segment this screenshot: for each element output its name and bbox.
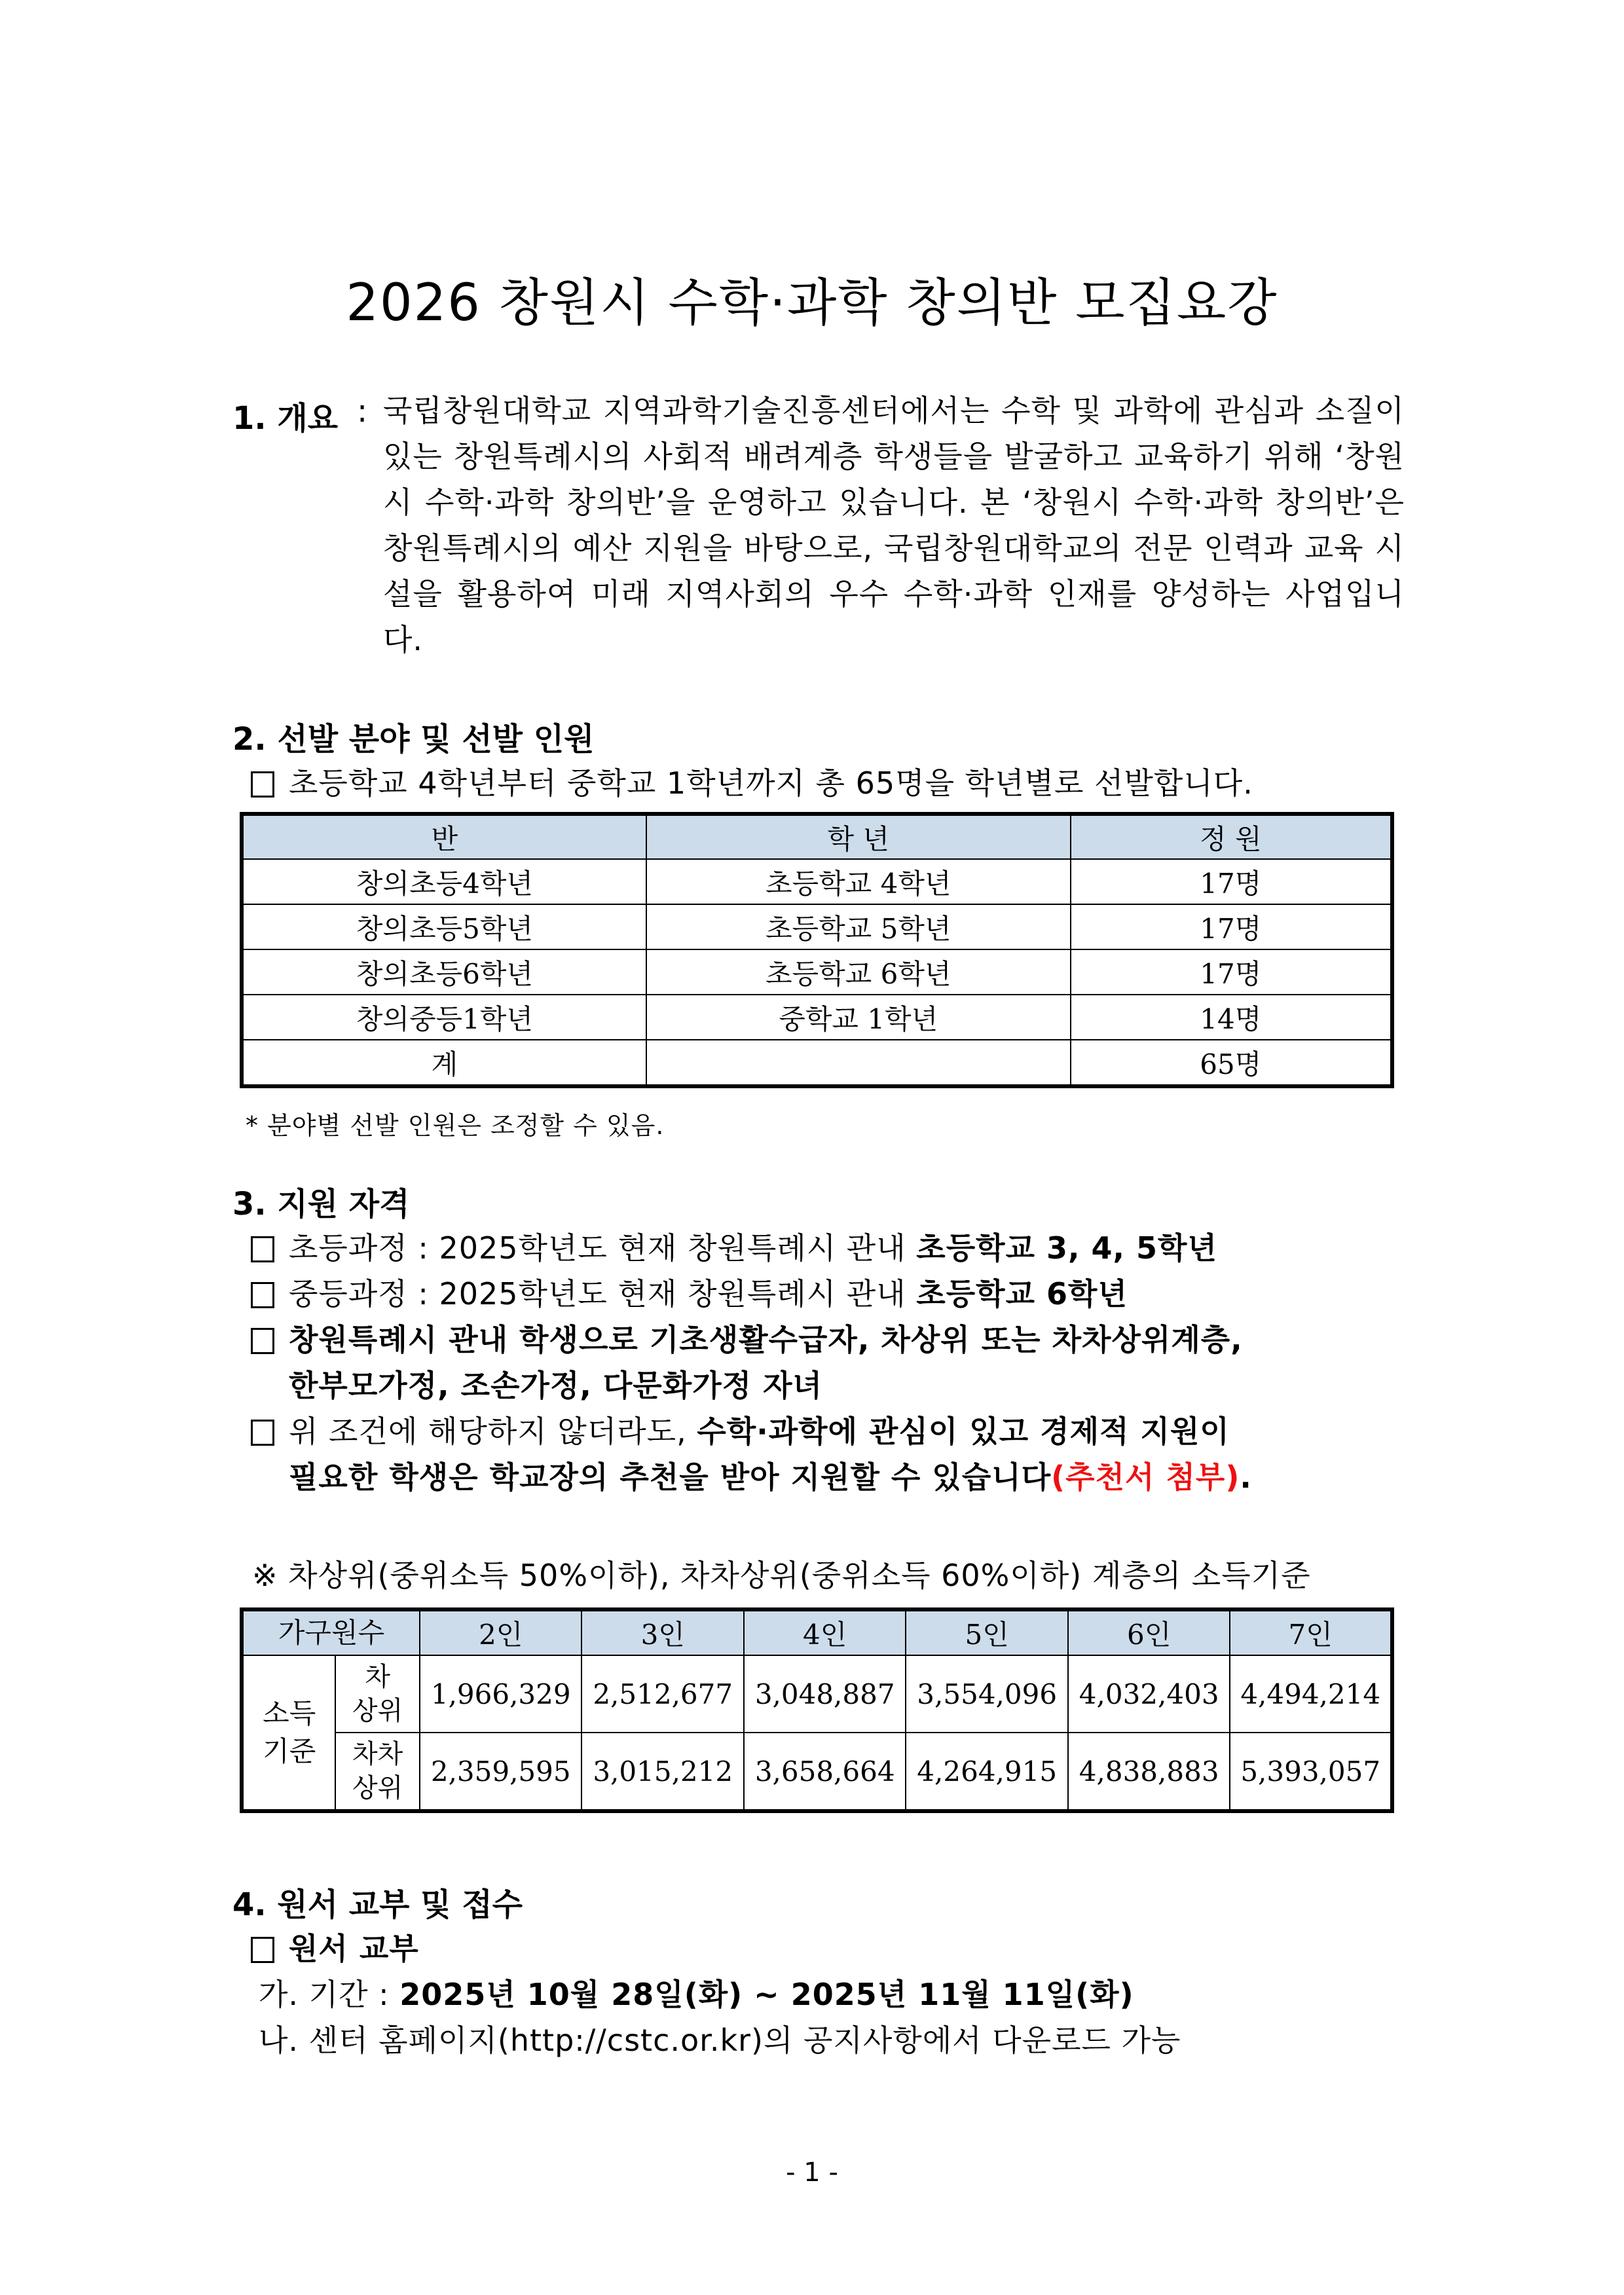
row-label-line: 상위 (352, 1773, 403, 1803)
cell-grade: 초등학교 6학년 (646, 949, 1071, 995)
quota-table-header (242, 814, 1392, 859)
cell-capacity: 14명 (1071, 995, 1392, 1040)
eligibility-text-cont (289, 1454, 1252, 1497)
download-line: 나. 센터 홈페이지(http://cstc.or.kr)의 공지사항에서 다운로드 가능 (259, 2023, 1181, 2058)
row-label-line: 차 (365, 1662, 391, 1692)
cell-class: 창의초등4학년 (242, 859, 646, 904)
table-row-total (242, 1040, 1392, 1086)
period-line (259, 1971, 1134, 2014)
checkbox-icon (251, 1420, 274, 1446)
eligibility-emphasis: 필요한 학생은 학교장의 추천을 받아 지원할 수 있습니다 (289, 1460, 1052, 1495)
table-row (242, 1733, 1392, 1811)
section2-bullet-text: 초등학교 4학년부터 중학교 1학년까지 총 65명을 학년별로 선발합니다. (289, 765, 1253, 801)
table-row (242, 1655, 1392, 1733)
income-cell: 4,494,214 (1230, 1655, 1392, 1733)
income-cell: 3,015,212 (581, 1733, 743, 1811)
income-cell: 2,512,677 (581, 1655, 743, 1733)
page-title: 2026 창원시 수학·과학 창의반 모집요강 (346, 274, 1278, 333)
checkbox-icon (251, 1937, 274, 1963)
section3-heading: 3. 지원 자격 (232, 1186, 410, 1222)
eligibility-text: 중등과정 : 2025학년도 현재 창원특례시 관내 (289, 1276, 917, 1312)
income-cell: 5,393,057 (1230, 1733, 1392, 1811)
checkbox-icon (251, 1328, 274, 1354)
income-group-label (242, 1655, 335, 1811)
checkbox-icon (251, 1282, 274, 1308)
table-row (242, 995, 1392, 1040)
page-number: - 1 - (786, 2157, 838, 2188)
header-class: 반 (242, 814, 646, 859)
overview-heading: 1. 개요 (232, 400, 339, 437)
group-label-line: 기준 (263, 1735, 316, 1767)
period: . (1240, 1460, 1252, 1495)
row-label-line: 상위 (352, 1696, 403, 1726)
recommendation-note: (추천서 첨부) (1051, 1460, 1240, 1495)
row-label-line: 차차 (352, 1739, 403, 1769)
section4-sub-text: 원서 교부 (289, 1931, 419, 1966)
eligibility-emphasis: 수학·과학에 관심이 있고 경제적 지원이 (697, 1414, 1230, 1449)
cell-grade: 초등학교 5학년 (646, 904, 1071, 949)
header-capacity: 정 원 (1071, 814, 1392, 859)
eligibility-item (251, 1270, 1128, 1313)
header-col: 7인 (1230, 1609, 1392, 1655)
income-table-header (242, 1609, 1392, 1655)
header-col: 4인 (744, 1609, 906, 1655)
cell-grade: 초등학교 4학년 (646, 859, 1071, 904)
eligibility-emphasis: 초등학교 6학년 (916, 1276, 1128, 1312)
cell-capacity: 17명 (1071, 859, 1392, 904)
cell-capacity: 65명 (1071, 1040, 1392, 1086)
overview-text: 국립창원대학교 지역과학기술진흥센터에서는 수학 및 과학에 관심과 소질이 있는 창원특례시의 사회적 배려계층 학생들을 발굴하고 교육하기 위해 ‘창원시 수학·과학 창의반’을 운영하고 있습니다. 본 ‘창원시 수학·과학 창의반’은 창원특례시의 예산 지원을 바탕으로, 국립창원대학교의 전문 인력과 교육 시설을 활용하여 미래 지역사회의 우수 수학·과학 인재를 양성하는 사업입니다. (383, 393, 1405, 657)
overview-colon: : (357, 393, 368, 430)
eligibility-item (251, 1224, 1217, 1268)
section2-bullet (251, 760, 1253, 803)
header-col: 5인 (906, 1609, 1067, 1655)
income-note: ※ 차상위(중위소득 50%이하), 차차상위(중위소득 60%이하) 계층의 소득기준 (252, 1558, 1311, 1593)
income-cell: 1,966,329 (420, 1655, 581, 1733)
income-cell: 4,838,883 (1068, 1733, 1230, 1811)
income-cell: 3,048,887 (744, 1655, 906, 1733)
income-table (240, 1607, 1394, 1813)
section4-heading: 4. 원서 교부 및 접수 (232, 1886, 523, 1923)
cell-class: 창의초등5학년 (242, 904, 646, 949)
row-label (335, 1733, 420, 1811)
cell-grade (646, 1040, 1071, 1086)
row-label (335, 1655, 420, 1733)
cell-class: 계 (242, 1040, 646, 1086)
checkbox-icon (251, 1236, 274, 1262)
quota-table (240, 812, 1394, 1088)
quota-note: * 분야별 선발 인원은 조정할 수 있음. (246, 1111, 665, 1140)
cell-grade: 중학교 1학년 (646, 995, 1071, 1040)
eligibility-text: 초등과정 : 2025학년도 현재 창원특례시 관내 (289, 1230, 917, 1266)
cell-capacity: 17명 (1071, 904, 1392, 949)
income-cell: 4,032,403 (1068, 1655, 1230, 1733)
header-col: 2인 (420, 1609, 581, 1655)
cell-class: 창의중등1학년 (242, 995, 646, 1040)
cell-class: 창의초등6학년 (242, 949, 646, 995)
header-col: 6인 (1068, 1609, 1230, 1655)
eligibility-item (251, 1408, 1230, 1451)
header-grade: 학 년 (646, 814, 1071, 859)
section4-sub (251, 1925, 419, 1968)
eligibility-text: 창원특례시 관내 학생으로 기초생활수급자, 차상위 또는 차차상위계층, (289, 1322, 1243, 1357)
header-col: 3인 (581, 1609, 743, 1655)
eligibility-item (251, 1316, 1243, 1359)
header-household: 가구원수 (242, 1609, 420, 1655)
group-label-line: 소득 (263, 1697, 316, 1729)
income-cell: 2,359,595 (420, 1733, 581, 1811)
eligibility-emphasis: 초등학교 3, 4, 5학년 (916, 1230, 1217, 1266)
table-row (242, 904, 1392, 949)
period-label: 가. 기간 : (259, 1977, 400, 2012)
income-cell: 4,264,915 (906, 1733, 1067, 1811)
income-cell: 3,658,664 (744, 1733, 906, 1811)
section2-heading: 2. 선발 분야 및 선발 인원 (232, 721, 595, 758)
checkbox-icon (251, 771, 274, 798)
table-row (242, 949, 1392, 995)
cell-capacity: 17명 (1071, 949, 1392, 995)
income-cell: 3,554,096 (906, 1655, 1067, 1733)
eligibility-text-cont: 한부모가정, 조손가정, 다문화가정 자녀 (289, 1368, 822, 1403)
period-value: 2025년 10월 28일(화) ~ 2025년 11월 11일(화) (399, 1977, 1134, 2012)
eligibility-text: 위 조건에 해당하지 않더라도, (289, 1414, 697, 1449)
table-row (242, 859, 1392, 904)
